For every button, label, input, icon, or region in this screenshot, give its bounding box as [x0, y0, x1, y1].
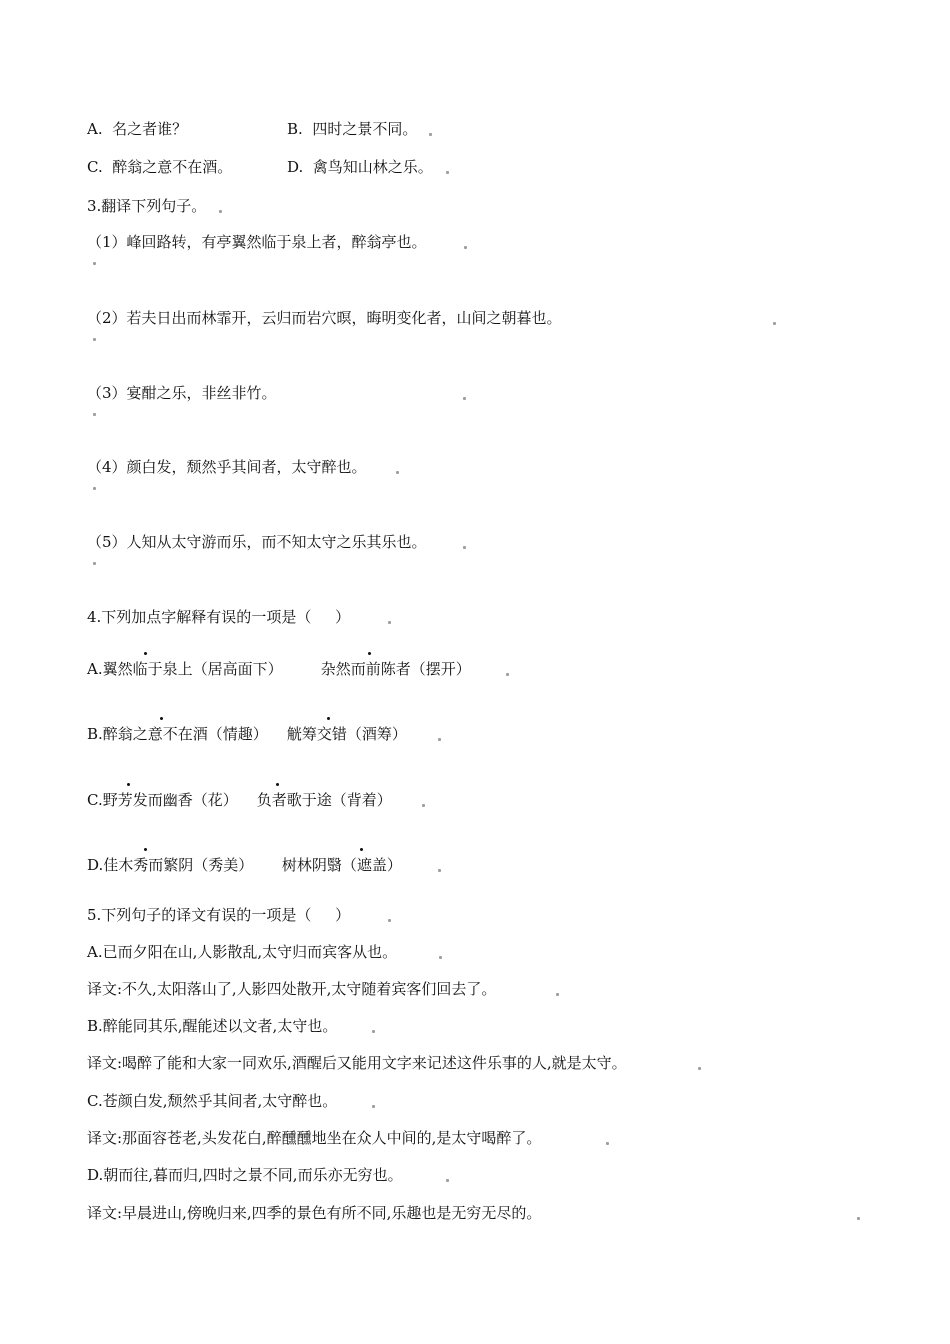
paragraph-mark	[93, 413, 96, 416]
line-end-mark	[773, 322, 776, 325]
q3-title: 3.翻译下列句子。	[87, 197, 207, 215]
line-end-mark	[463, 546, 466, 549]
emphasis-dot	[368, 652, 371, 655]
q3-sentence-3: （3）宴酣之乐，非丝非竹。	[87, 384, 277, 402]
emphasis-dot	[144, 652, 147, 655]
q4-option-b: B.醉翁之意不在酒（情趣） 觥筹交错（酒筹）	[87, 725, 407, 743]
line-end-mark	[396, 471, 399, 474]
emphasis-dot	[127, 783, 130, 786]
line-end-mark	[429, 133, 432, 136]
line-end-mark	[439, 956, 442, 959]
q5-option-c: C.苍颜白发,颓然乎其间者,太守醉也。	[87, 1092, 338, 1110]
q5-option-b: B.醉能同其乐,醒能述以文者,太守也。	[87, 1017, 338, 1035]
q2-option-c: C. 醉翁之意不在酒。	[87, 158, 233, 176]
line-end-mark	[219, 210, 222, 213]
q2-option-d: D. 禽鸟知山林之乐。	[287, 158, 433, 176]
line-end-mark	[464, 246, 467, 249]
line-end-mark	[446, 171, 449, 174]
q5-option-c-translation: 译文:那面容苍老,头发花白,醉醺醺地坐在众人中间的,是太守喝醉了。	[87, 1129, 542, 1147]
emphasis-dot	[144, 848, 147, 851]
line-end-mark	[606, 1142, 609, 1145]
q5-title: 5.下列句子的译文有误的一项是（ ）	[87, 906, 351, 924]
q3-sentence-2: （2）若夫日出而林霏开，云归而岩穴暝，晦明变化者，山间之朝暮也。	[87, 309, 562, 327]
line-end-mark	[698, 1067, 701, 1070]
line-end-mark	[438, 869, 441, 872]
q5-option-a-translation: 译文:不久,太阳落山了,人影四处散开,太守随着宾客们回去了。	[87, 980, 497, 998]
line-end-mark	[857, 1217, 860, 1220]
line-end-mark	[372, 1030, 375, 1033]
q5-option-d: D.朝而往,暮而归,四时之景不同,而乐亦无穷也。	[87, 1166, 403, 1184]
line-end-mark	[372, 1105, 375, 1108]
line-end-mark	[388, 621, 391, 624]
paragraph-mark	[93, 262, 96, 265]
q3-sentence-1: （1）峰回路转，有亭翼然临于泉上者，醉翁亭也。	[87, 233, 427, 251]
q4-option-c: C.野芳发而幽香（花） 负者歌于途（背着）	[87, 791, 392, 809]
q2-option-b: B. 四时之景不同。	[287, 120, 418, 138]
emphasis-dot	[160, 717, 163, 720]
paragraph-mark	[93, 487, 96, 490]
line-end-mark	[556, 993, 559, 996]
q4-option-d: D.佳木秀而繁阴（秀美） 树林阴翳（遮盖）	[87, 856, 402, 874]
q3-sentence-4: （4）颜白发，颓然乎其间者，太守醉也。	[87, 458, 367, 476]
emphasis-dot	[327, 717, 330, 720]
line-end-mark	[438, 738, 441, 741]
q2-option-a: A. 名之者谁？	[87, 120, 188, 138]
q4-title: 4.下列加点字解释有误的一项是（ ）	[87, 608, 351, 626]
emphasis-dot	[276, 783, 279, 786]
paragraph-mark	[93, 338, 96, 341]
line-end-mark	[388, 919, 391, 922]
line-end-mark	[446, 1179, 449, 1182]
line-end-mark	[463, 397, 466, 400]
q4-option-a: A.翼然临于泉上（居高面下） 杂然而前陈者（摆开）	[87, 660, 471, 678]
q5-option-a: A.已而夕阳在山,人影散乱,太守归而宾客从也。	[87, 943, 398, 961]
q5-option-d-translation: 译文:早晨进山,傍晚归来,四季的景色有所不同,乐趣也是无穷无尽的。	[87, 1204, 542, 1222]
q5-option-b-translation: 译文:喝醉了能和大家一同欢乐,酒醒后又能用文字来记述这件乐事的人,就是太守。	[87, 1054, 627, 1072]
q3-sentence-5: （5）人知从太守游而乐，而不知太守之乐其乐也。	[87, 533, 427, 551]
line-end-mark	[422, 804, 425, 807]
emphasis-dot	[360, 848, 363, 851]
paragraph-mark	[93, 562, 96, 565]
line-end-mark	[506, 673, 509, 676]
